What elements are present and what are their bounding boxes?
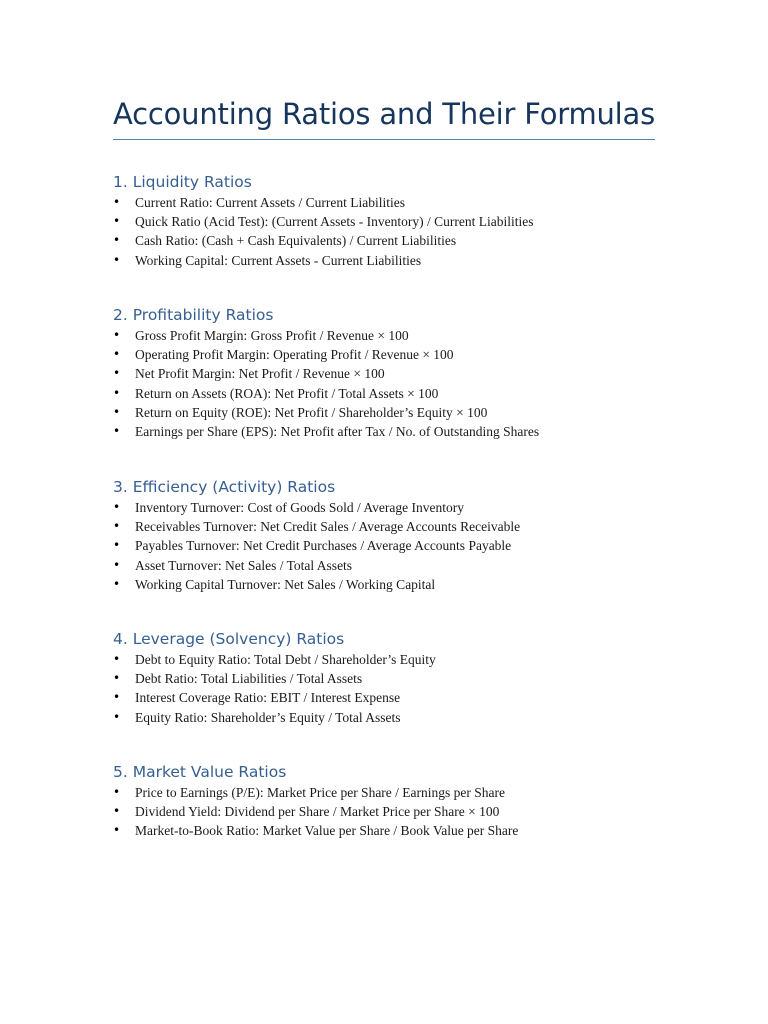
bullet-icon: • [113, 233, 121, 248]
list-item [113, 536, 673, 555]
list-item [113, 669, 673, 688]
section-market-value-ratios [113, 761, 673, 841]
list-item-text: Gross Profit Margin: Gross Profit / Revenue × 100 [135, 328, 409, 343]
bullet-icon: • [113, 652, 121, 666]
list-item-text: Return on Assets (ROA): Net Profit / Total Assets × 100 [135, 385, 439, 401]
list-item [113, 783, 673, 802]
list-item-text: Working Capital Turnover: Net Sales / Working Capital [135, 576, 436, 592]
list-item [113, 345, 673, 364]
bullet-icon: • [113, 823, 121, 838]
section-heading: 5. Market Value Ratios [113, 763, 287, 781]
bullet-icon: • [113, 328, 121, 342]
bullet-icon: • [113, 252, 121, 267]
list-item [113, 422, 673, 441]
section-heading: 2. Profitability Ratios [113, 306, 274, 324]
title-underline-rule [113, 139, 655, 140]
bullet-icon: • [113, 404, 121, 419]
bullet-icon: • [113, 785, 121, 799]
page-title: Accounting Ratios and Their Formulas [113, 97, 656, 131]
list-item-text: Interest Coverage Ratio: EBIT / Interest Expense [135, 690, 401, 706]
list-item-text: Debt Ratio: Total Liabilities / Total Assets [135, 671, 363, 687]
list-item-text: Inventory Turnover: Cost of Goods Sold / Average Inventory [135, 500, 464, 515]
section-heading: 4. Leverage (Solvency) Ratios [113, 630, 345, 648]
bullet-icon: • [113, 557, 121, 572]
list-item [113, 364, 673, 383]
list-item-text: Debt to Equity Ratio: Total Debt / Shareholder’s Equity [135, 652, 436, 667]
formula-list [113, 650, 673, 727]
formula-list [113, 783, 673, 841]
list-item [113, 688, 673, 707]
section-leverage-ratios [113, 628, 673, 727]
list-item [113, 498, 673, 517]
list-item-text: Market-to-Book Ratio: Market Value per Share / Book Value per Share [135, 823, 519, 839]
list-item [113, 821, 673, 840]
bullet-icon: • [113, 804, 121, 819]
list-item [113, 556, 673, 575]
list-item [113, 326, 673, 345]
list-item [113, 231, 673, 250]
bullet-icon: • [113, 423, 121, 438]
list-item-text: Current Ratio: Current Assets / Current Liabilities [135, 195, 405, 210]
formula-list [113, 326, 673, 441]
bullet-icon: • [113, 709, 121, 724]
bullet-icon: • [113, 366, 121, 381]
bullet-icon: • [113, 500, 121, 514]
list-item-text: Operating Profit Margin: Operating Profit / Revenue × 100 [135, 347, 454, 363]
list-item [113, 802, 673, 821]
list-item [113, 251, 673, 270]
list-item [113, 212, 673, 231]
list-item [113, 193, 673, 212]
list-item-text: Asset Turnover: Net Sales / Total Assets [135, 557, 353, 573]
list-item [113, 403, 673, 422]
bullet-icon: • [113, 576, 121, 591]
bullet-icon: • [113, 385, 121, 400]
section-liquidity-ratios [113, 171, 673, 270]
list-item-text: Earnings per Share (EPS): Net Profit after Tax / No. of Outstanding Shares [135, 423, 540, 439]
list-item [113, 384, 673, 403]
bullet-icon: • [113, 214, 121, 229]
bullet-icon: • [113, 690, 121, 705]
list-item-text: Receivables Turnover: Net Credit Sales / Average Accounts Receivable [135, 519, 521, 535]
bullet-icon: • [113, 671, 121, 686]
list-item-text: Return on Equity (ROE): Net Profit / Shareholder’s Equity × 100 [135, 404, 488, 420]
section-heading: 3. Efficiency (Activity) Ratios [113, 478, 336, 496]
list-item [113, 575, 673, 594]
list-item-text: Dividend Yield: Dividend per Share / Market Price per Share × 100 [135, 804, 500, 820]
list-item-text: Price to Earnings (P/E): Market Price per Share / Earnings per Share [135, 785, 506, 800]
bullet-icon: • [113, 538, 121, 553]
list-item-text: Cash Ratio: (Cash + Cash Equivalents) / Current Liabilities [135, 233, 457, 249]
list-item-text: Net Profit Margin: Net Profit / Revenue × 100 [135, 366, 385, 382]
bullet-icon: • [113, 347, 121, 362]
list-item-text: Equity Ratio: Shareholder’s Equity / Total Assets [135, 709, 401, 725]
list-item-text: Working Capital: Current Assets - Current Liabilities [135, 252, 422, 268]
section-profitability-ratios [113, 304, 673, 441]
formula-list [113, 498, 673, 594]
section-efficiency-ratios [113, 476, 673, 594]
section-heading: 1. Liquidity Ratios [113, 173, 252, 191]
list-item [113, 708, 673, 727]
list-item-text: Quick Ratio (Acid Test): (Current Assets - Inventory) / Current Liabilities [135, 214, 534, 230]
formula-list [113, 193, 673, 270]
list-item [113, 650, 673, 669]
list-item-text: Payables Turnover: Net Credit Purchases / Average Accounts Payable [135, 538, 512, 554]
list-item [113, 517, 673, 536]
bullet-icon: • [113, 519, 121, 534]
bullet-icon: • [113, 195, 121, 209]
